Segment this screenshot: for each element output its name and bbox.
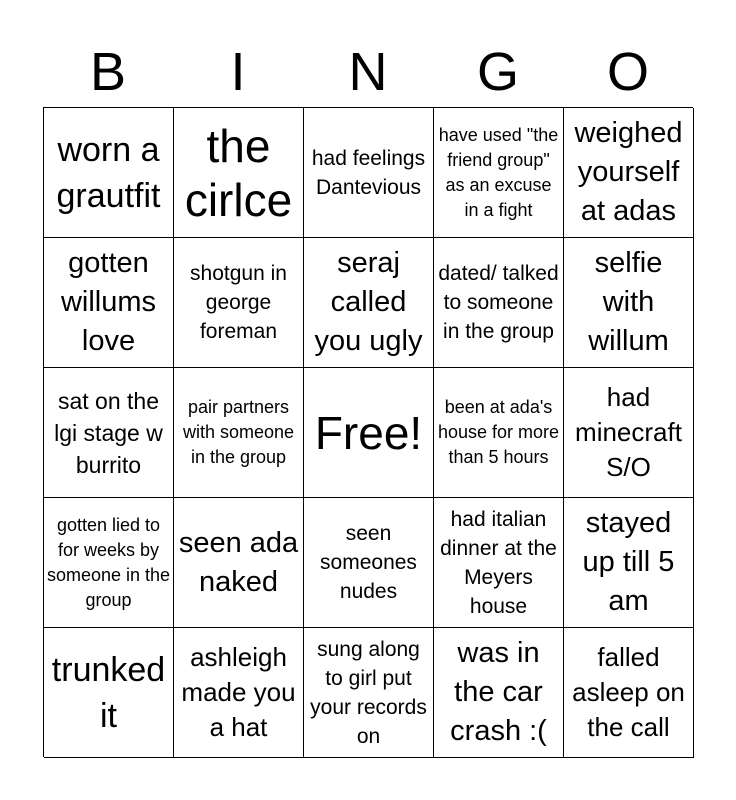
cell-text: ashleigh made you a hat (181, 642, 296, 742)
cell-text: selfie with willum (588, 247, 669, 357)
bingo-cell[interactable] (174, 628, 304, 758)
bingo-cell[interactable] (44, 628, 174, 758)
bingo-cell[interactable] (44, 368, 174, 498)
cell-text: seraj called you ugly (314, 247, 423, 357)
bingo-cell[interactable] (564, 238, 694, 368)
bingo-cell[interactable] (304, 498, 434, 628)
bingo-board (43, 107, 693, 757)
header-letter-i: I (230, 42, 246, 102)
bingo-cell[interactable] (564, 368, 694, 498)
cell-text: seen someones nudes (320, 522, 417, 603)
bingo-cell[interactable] (304, 628, 434, 758)
bingo-cell[interactable] (174, 498, 304, 628)
cell-text: trunked it (51, 650, 166, 735)
cell-text: had minecraft S/O (575, 382, 682, 482)
bingo-cell[interactable] (434, 238, 564, 368)
bingo-cell[interactable] (434, 498, 564, 628)
cell-text: pair partners with someone in the group (182, 397, 295, 467)
bingo-cell[interactable] (434, 368, 564, 498)
bingo-cell[interactable] (174, 238, 304, 368)
bingo-cell[interactable] (174, 108, 304, 238)
cell-text: been at ada's house for more than 5 hours (437, 397, 560, 467)
cell-text: had feelings Dantevious (311, 146, 426, 199)
cell-text: sat on the lgi stage w burrito (54, 387, 163, 478)
cell-text: falled asleep on the call (572, 642, 685, 742)
cell-text: the cirlce (184, 119, 293, 226)
cell-text: worn a grautfit (56, 130, 161, 215)
bingo-cell[interactable] (434, 108, 564, 238)
cell-text: gotten willums love (60, 247, 157, 357)
bingo-header (43, 38, 693, 106)
header-letter-g: G (476, 42, 519, 102)
cell-text: stayed up till 5 am (582, 507, 675, 617)
bingo-cell[interactable] (304, 108, 434, 238)
bingo-cell[interactable] (174, 368, 304, 498)
bingo-cell[interactable] (304, 238, 434, 368)
bingo-cell[interactable] (564, 498, 694, 628)
cell-text: had italian dinner at the Meyers house (440, 507, 557, 618)
header-letter-o: O (606, 42, 649, 102)
bingo-cell[interactable] (44, 498, 174, 628)
cell-text: was in the car crash :( (450, 637, 547, 747)
bingo-cell[interactable] (44, 238, 174, 368)
bingo-cell[interactable] (434, 628, 564, 758)
cell-text: dated/ talked to someone in the group (438, 262, 559, 343)
header-letter-n: N (348, 42, 388, 102)
bingo-cell[interactable] (564, 628, 694, 758)
cell-text: shotgun in george foreman (190, 262, 287, 343)
cell-text: sung along to girl put your records on (310, 637, 427, 748)
cell-text: have used "the friend group" as an excuse in a fight (438, 124, 559, 220)
cell-text: seen ada naked (178, 526, 299, 598)
bingo-cell-free[interactable] (304, 368, 434, 498)
cell-text: gotten lied to for weeks by someone in the group (46, 514, 171, 610)
cell-text: Free! (314, 406, 423, 459)
bingo-cell[interactable] (564, 108, 694, 238)
bingo-cell[interactable] (44, 108, 174, 238)
cell-text: weighed yourself at adas (574, 117, 683, 227)
header-letter-b: B (89, 42, 127, 102)
